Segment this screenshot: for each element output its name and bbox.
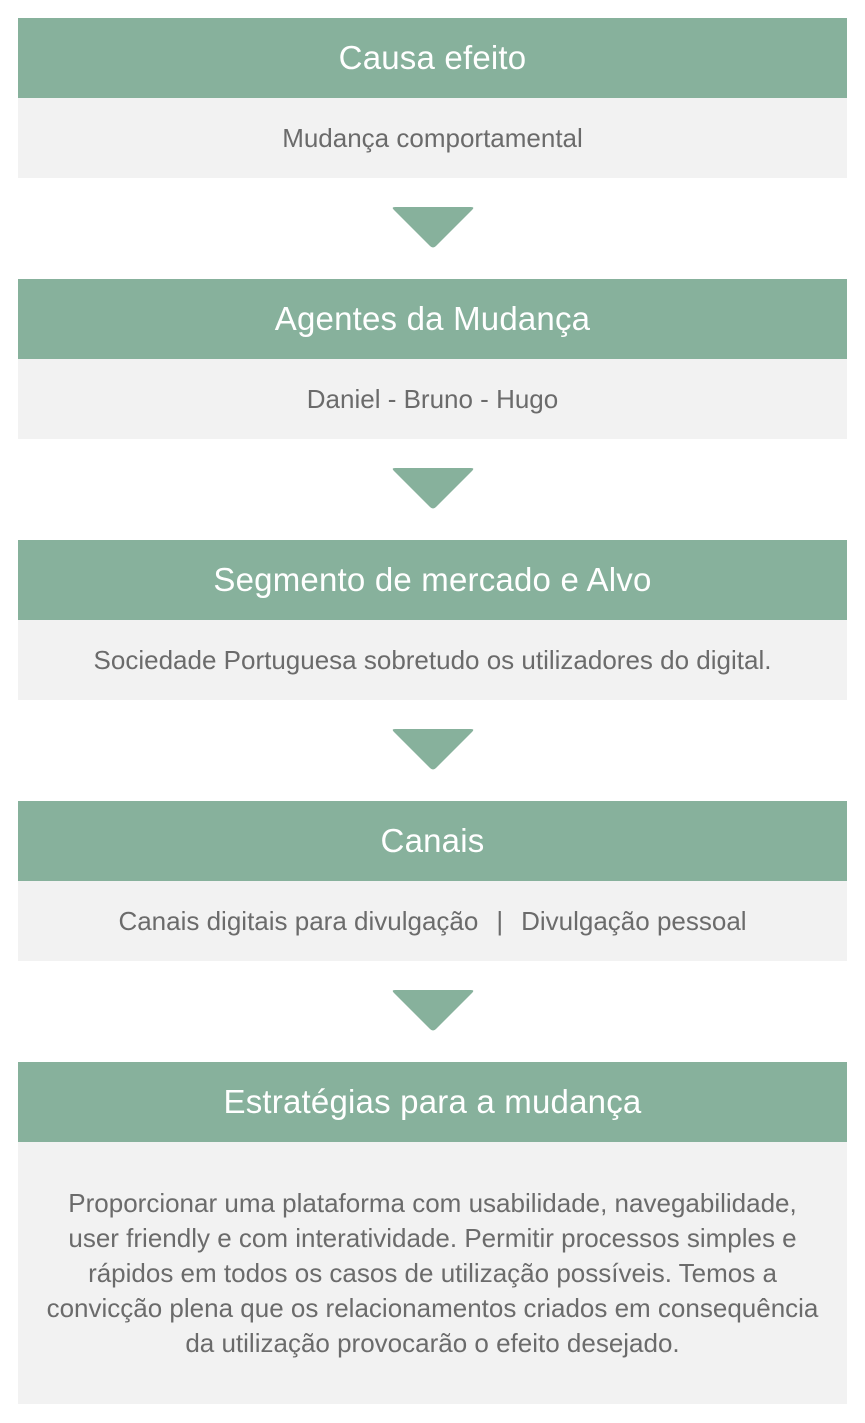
step-estrategias — [18, 1062, 847, 1404]
step-text-left: Canais digitais para divulgação — [118, 905, 479, 936]
step-description — [18, 620, 847, 700]
step-title: Agentes da Mudança — [18, 279, 847, 359]
flow-arrow — [18, 961, 847, 1062]
flow-arrow — [18, 178, 847, 279]
step-canais — [18, 801, 847, 961]
arrow-down-icon — [389, 203, 477, 255]
step-title: Segmento de mercado e Alvo — [18, 540, 847, 620]
arrow-down-icon — [389, 464, 477, 516]
flow-arrow — [18, 439, 847, 540]
arrow-down-icon — [389, 725, 477, 777]
step-title: Canais — [18, 801, 847, 881]
step-description — [18, 359, 847, 439]
step-text: Daniel - Bruno - Hugo — [306, 383, 559, 414]
step-text: Sociedade Portuguesa sobretudo os utilizadores do digital. — [93, 644, 772, 675]
step-causa-efeito — [18, 18, 847, 178]
step-text: Mudança comportamental — [282, 122, 583, 153]
flow-diagram — [18, 18, 847, 1404]
step-description — [18, 98, 847, 178]
step-title: Estratégias para a mudança — [18, 1062, 847, 1142]
step-text-separator: | — [496, 905, 504, 936]
step-title: Causa efeito — [18, 18, 847, 98]
step-description — [18, 881, 847, 961]
step-description — [18, 1142, 847, 1404]
step-agentes-da-mudanca — [18, 279, 847, 439]
step-text: Proporcionar uma plataforma com usabilidade, navegabilidade, user friendly e com interatividade. Permitir processos simples e rápidos em todos os casos de utilização possíveis. Temos a convicção plena que os relacionamentos criados em consequência da utilização provocarão o efeito desejado. — [46, 1187, 819, 1358]
arrow-down-icon — [389, 986, 477, 1038]
step-text-right: Divulgação pessoal — [521, 905, 747, 936]
step-segmento-de-mercado — [18, 540, 847, 700]
flow-arrow — [18, 700, 847, 801]
